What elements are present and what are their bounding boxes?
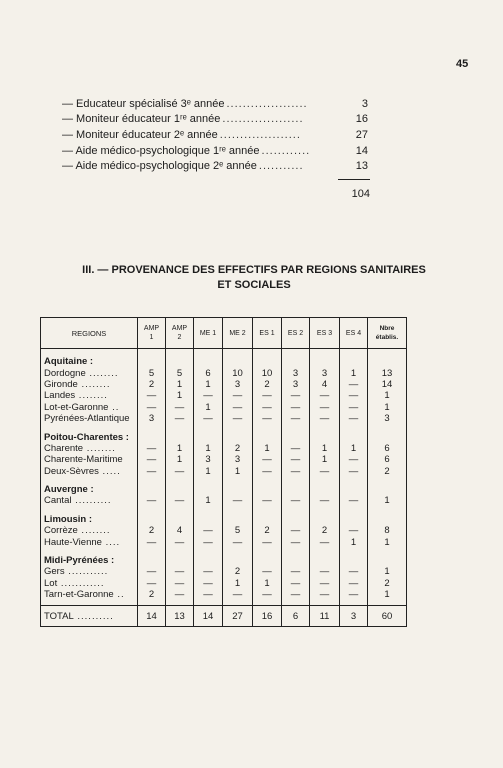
- value-cell: —: [310, 536, 340, 547]
- heading-line-2: ET SOCIALES: [217, 279, 291, 291]
- value-cell: 10: [223, 367, 253, 378]
- empty-cell: [340, 512, 368, 525]
- column-header-es3: ES 3: [310, 318, 340, 349]
- value-cell: —: [166, 589, 194, 600]
- value-cell: 8: [368, 525, 407, 536]
- value-cell: 2: [368, 578, 407, 589]
- region-cell: [41, 367, 138, 378]
- region-group-name: Midi-Pyrénées :: [41, 553, 138, 566]
- value-cell: —: [282, 454, 310, 465]
- empty-cell: [368, 429, 407, 442]
- value-cell: 4: [310, 379, 340, 390]
- region-name: Tarn-et-Garonne: [44, 589, 114, 601]
- value-cell: —: [194, 578, 223, 589]
- region-name: Deux-Sèvres: [44, 465, 99, 477]
- empty-cell: [194, 482, 223, 495]
- table-row: [41, 566, 407, 577]
- leader-dots: ....................: [222, 113, 304, 126]
- count-value: 14: [355, 144, 368, 157]
- count-label: — Aide médico-psychologique 1ʳᵉ année: [62, 144, 260, 157]
- empty-cell: [340, 354, 368, 367]
- page-number: 45: [456, 58, 469, 70]
- header-text: AMP: [143, 325, 160, 332]
- value-cell: 1: [194, 495, 223, 506]
- value-cell: 1: [223, 578, 253, 589]
- value-cell: —: [138, 495, 166, 506]
- region-name: Gers: [44, 566, 65, 578]
- value-cell: 1: [368, 566, 407, 577]
- empty-cell: [368, 482, 407, 495]
- value-cell: 13: [368, 367, 407, 378]
- empty-cell: [310, 553, 340, 566]
- value-cell: —: [166, 413, 194, 424]
- value-cell: —: [310, 413, 340, 424]
- total-row: [41, 606, 407, 627]
- value-cell: 1: [310, 443, 340, 454]
- value-cell: —: [340, 578, 368, 589]
- count-row: [62, 143, 368, 159]
- value-cell: —: [138, 390, 166, 401]
- count-label: — Moniteur éducateur 1ʳᵉ année: [62, 113, 221, 126]
- value-cell: 1: [194, 379, 223, 390]
- value-cell: —: [166, 402, 194, 413]
- count-value: 27: [355, 128, 368, 141]
- empty-cell: [253, 512, 282, 525]
- sum-rule: [338, 179, 370, 180]
- header-text: 1: [149, 334, 154, 341]
- region-group-row: [41, 553, 407, 566]
- count-value: 13: [355, 160, 368, 173]
- region-group-row: [41, 354, 407, 367]
- leader-dots: ........: [85, 367, 119, 379]
- empty-cell: [138, 482, 166, 495]
- value-cell: —: [223, 413, 253, 424]
- leader-dots: ........: [75, 390, 108, 402]
- region-cell: [41, 525, 138, 536]
- region-name: Gironde: [44, 378, 78, 390]
- value-cell: 1: [166, 379, 194, 390]
- value-cell: 2: [253, 379, 282, 390]
- value-cell: —: [310, 566, 340, 577]
- region-group-name: Auvergne :: [41, 482, 138, 495]
- value-cell: —: [310, 589, 340, 600]
- value-cell: 1: [194, 466, 223, 477]
- value-cell: —: [282, 536, 310, 547]
- value-cell: —: [340, 402, 368, 413]
- region-name: Haute-Vienne: [44, 536, 102, 548]
- leader-dots: ............: [261, 144, 311, 157]
- empty-cell: [253, 429, 282, 442]
- value-cell: —: [138, 578, 166, 589]
- count-row: [62, 112, 368, 128]
- value-cell: 10: [253, 367, 282, 378]
- value-cell: —: [166, 466, 194, 477]
- value-cell: —: [340, 589, 368, 600]
- value-cell: 14: [368, 379, 407, 390]
- value-cell: —: [223, 402, 253, 413]
- student-count-list: [62, 96, 368, 174]
- table-row: [41, 454, 407, 465]
- empty-cell: [368, 553, 407, 566]
- section-heading: [24, 263, 484, 293]
- value-cell: —: [166, 536, 194, 547]
- column-header-amp2: [166, 318, 194, 349]
- leader-dots: ..........: [73, 610, 114, 622]
- value-cell: 3: [310, 367, 340, 378]
- table-row: [41, 379, 407, 390]
- region-cell: [41, 443, 138, 454]
- empty-cell: [310, 482, 340, 495]
- empty-cell: [368, 354, 407, 367]
- empty-cell: [194, 553, 223, 566]
- value-cell: 1: [340, 536, 368, 547]
- value-cell: 3: [223, 454, 253, 465]
- value-cell: 3: [368, 413, 407, 424]
- value-cell: —: [253, 390, 282, 401]
- value-cell: 3: [282, 367, 310, 378]
- empty-cell: [282, 482, 310, 495]
- leader-dots: ....................: [226, 97, 308, 110]
- value-cell: 3: [223, 379, 253, 390]
- count-value: 3: [361, 97, 368, 110]
- value-cell: 3: [194, 454, 223, 465]
- value-cell: 5: [138, 367, 166, 378]
- leader-dots: ........: [77, 378, 111, 390]
- region-cell: [41, 606, 138, 627]
- value-cell: 1: [368, 536, 407, 547]
- empty-cell: [223, 429, 253, 442]
- region-name: Charente-Maritime: [44, 454, 123, 466]
- region-name: Lot-et-Garonne: [44, 401, 109, 413]
- value-cell: —: [253, 536, 282, 547]
- value-cell: —: [340, 390, 368, 401]
- region-cell: [41, 413, 138, 424]
- value-cell: —: [253, 466, 282, 477]
- value-cell: 14: [138, 606, 166, 627]
- value-cell: 1: [166, 390, 194, 401]
- region-group-name: Poitou-Charentes :: [41, 429, 138, 442]
- value-cell: —: [310, 578, 340, 589]
- empty-cell: [166, 482, 194, 495]
- value-cell: 6: [282, 606, 310, 627]
- value-cell: —: [282, 589, 310, 600]
- leader-dots: ..: [113, 589, 125, 601]
- column-header-regions: REGIONS: [41, 318, 138, 349]
- value-cell: 3: [340, 606, 368, 627]
- region-name: Pyrénées-Atlantique: [44, 413, 130, 425]
- value-cell: 6: [194, 367, 223, 378]
- region-name: Cantal: [44, 495, 72, 507]
- empty-cell: [310, 429, 340, 442]
- empty-cell: [310, 354, 340, 367]
- empty-cell: [282, 429, 310, 442]
- value-cell: 1: [340, 367, 368, 378]
- count-value: 16: [355, 113, 368, 126]
- value-cell: 1: [166, 454, 194, 465]
- empty-cell: [310, 512, 340, 525]
- region-cell: [41, 566, 138, 577]
- count-label: — Aide médico-psychologique 2ᵉ année: [62, 160, 257, 173]
- value-cell: —: [138, 536, 166, 547]
- value-cell: —: [310, 390, 340, 401]
- region-cell: [41, 495, 138, 506]
- value-cell: —: [223, 495, 253, 506]
- value-cell: 1: [368, 390, 407, 401]
- value-cell: —: [282, 525, 310, 536]
- empty-cell: [138, 553, 166, 566]
- value-cell: 2: [138, 589, 166, 600]
- value-cell: —: [194, 413, 223, 424]
- value-cell: 2: [223, 443, 253, 454]
- header-text: Nbre: [379, 325, 395, 332]
- region-cell: [41, 466, 138, 477]
- leader-dots: ..: [108, 401, 120, 413]
- count-row: [62, 96, 368, 112]
- table-row: [41, 443, 407, 454]
- header-text: établis.: [375, 334, 399, 341]
- column-header-es4: ES 4: [340, 318, 368, 349]
- value-cell: —: [340, 466, 368, 477]
- value-cell: 1: [194, 402, 223, 413]
- value-cell: 3: [138, 413, 166, 424]
- empty-cell: [138, 512, 166, 525]
- value-cell: —: [282, 466, 310, 477]
- value-cell: —: [253, 454, 282, 465]
- value-cell: —: [310, 466, 340, 477]
- value-cell: —: [223, 390, 253, 401]
- empty-cell: [282, 354, 310, 367]
- count-row: [62, 158, 368, 174]
- value-cell: —: [282, 566, 310, 577]
- value-cell: 1: [194, 443, 223, 454]
- value-cell: 4: [166, 525, 194, 536]
- table-row: [41, 578, 407, 589]
- count-total: 104: [351, 188, 370, 200]
- value-cell: —: [253, 495, 282, 506]
- value-cell: 1: [310, 454, 340, 465]
- value-cell: 16: [253, 606, 282, 627]
- region-cell: [41, 390, 138, 401]
- region-name: Lot: [44, 577, 58, 589]
- value-cell: —: [223, 536, 253, 547]
- value-cell: 2: [138, 379, 166, 390]
- count-row: [62, 127, 368, 143]
- value-cell: —: [138, 566, 166, 577]
- region-cell: [41, 402, 138, 413]
- leader-dots: ....................: [219, 128, 301, 141]
- value-cell: 13: [166, 606, 194, 627]
- empty-cell: [223, 354, 253, 367]
- value-cell: —: [253, 413, 282, 424]
- empty-cell: [194, 512, 223, 525]
- empty-cell: [166, 553, 194, 566]
- value-cell: —: [282, 578, 310, 589]
- value-cell: —: [282, 390, 310, 401]
- column-header-me2: ME 2: [223, 318, 253, 349]
- region-name: Landes: [44, 390, 76, 402]
- empty-cell: [253, 482, 282, 495]
- leader-dots: ...........: [64, 566, 109, 578]
- value-cell: 2: [253, 525, 282, 536]
- value-cell: —: [138, 402, 166, 413]
- value-cell: 2: [310, 525, 340, 536]
- value-cell: 2: [138, 525, 166, 536]
- region-group-row: [41, 482, 407, 495]
- region-name: TOTAL: [44, 610, 74, 622]
- region-cell: [41, 379, 138, 390]
- value-cell: —: [253, 589, 282, 600]
- value-cell: —: [282, 495, 310, 506]
- value-cell: —: [253, 402, 282, 413]
- value-cell: 27: [223, 606, 253, 627]
- column-header-es1: ES 1: [253, 318, 282, 349]
- value-cell: —: [310, 495, 340, 506]
- table-row: [41, 367, 407, 378]
- table-body: [41, 349, 407, 627]
- region-cell: [41, 536, 138, 547]
- header-row: [41, 318, 407, 349]
- empty-cell: [223, 553, 253, 566]
- table-row: [41, 466, 407, 477]
- count-label: — Moniteur éducateur 2ᵉ année: [62, 128, 218, 141]
- region-group-row: [41, 512, 407, 525]
- value-cell: —: [340, 495, 368, 506]
- value-cell: —: [194, 589, 223, 600]
- empty-cell: [340, 553, 368, 566]
- leader-dots: ...........: [258, 160, 304, 173]
- value-cell: 5: [223, 525, 253, 536]
- region-cell: [41, 578, 138, 589]
- empty-cell: [253, 354, 282, 367]
- empty-cell: [282, 553, 310, 566]
- value-cell: 1: [253, 578, 282, 589]
- region-name: Corrèze: [44, 525, 78, 537]
- value-cell: 1: [368, 589, 407, 600]
- table-row: [41, 402, 407, 413]
- value-cell: —: [138, 443, 166, 454]
- empty-cell: [138, 429, 166, 442]
- value-cell: —: [340, 413, 368, 424]
- value-cell: —: [340, 566, 368, 577]
- empty-cell: [223, 482, 253, 495]
- value-cell: 1: [166, 443, 194, 454]
- value-cell: —: [340, 379, 368, 390]
- empty-cell: [253, 553, 282, 566]
- column-header-es2: ES 2: [282, 318, 310, 349]
- leader-dots: ....: [101, 536, 121, 548]
- table-row: [41, 525, 407, 536]
- empty-cell: [138, 354, 166, 367]
- empty-cell: [166, 512, 194, 525]
- value-cell: —: [194, 566, 223, 577]
- header-text: AMP: [171, 325, 188, 332]
- leader-dots: ............: [57, 577, 105, 589]
- regions-table: [40, 317, 407, 627]
- value-cell: —: [253, 566, 282, 577]
- leader-dots: ........: [77, 525, 111, 537]
- table-row: [41, 390, 407, 401]
- table-row: [41, 589, 407, 600]
- value-cell: 1: [368, 402, 407, 413]
- value-cell: —: [138, 466, 166, 477]
- table-row: [41, 495, 407, 506]
- region-group-row: [41, 429, 407, 442]
- leader-dots: ..........: [71, 495, 112, 507]
- value-cell: 1: [340, 443, 368, 454]
- value-cell: —: [282, 413, 310, 424]
- header-text: 2: [177, 334, 182, 341]
- column-header-amp1: [138, 318, 166, 349]
- column-header-me1: ME 1: [194, 318, 223, 349]
- empty-cell: [223, 512, 253, 525]
- empty-cell: [340, 429, 368, 442]
- value-cell: 5: [166, 367, 194, 378]
- leader-dots: ........: [83, 442, 116, 454]
- value-cell: 3: [282, 379, 310, 390]
- value-cell: 11: [310, 606, 340, 627]
- value-cell: —: [166, 566, 194, 577]
- value-cell: —: [340, 525, 368, 536]
- empty-cell: [166, 354, 194, 367]
- value-cell: 6: [368, 454, 407, 465]
- empty-cell: [340, 482, 368, 495]
- count-label: — Educateur spécialisé 3ᵉ année: [62, 97, 225, 110]
- value-cell: —: [340, 454, 368, 465]
- value-cell: —: [166, 578, 194, 589]
- value-cell: —: [138, 454, 166, 465]
- value-cell: —: [194, 536, 223, 547]
- region-name: Dordogne: [44, 367, 86, 379]
- leader-dots: .....: [98, 465, 121, 477]
- value-cell: —: [282, 443, 310, 454]
- value-cell: 60: [368, 606, 407, 627]
- column-header-nbre-etablis: [368, 318, 407, 349]
- value-cell: —: [194, 390, 223, 401]
- empty-cell: [368, 512, 407, 525]
- value-cell: 2: [223, 566, 253, 577]
- value-cell: 1: [368, 495, 407, 506]
- empty-cell: [282, 512, 310, 525]
- value-cell: —: [282, 402, 310, 413]
- region-cell: [41, 454, 138, 465]
- value-cell: 6: [368, 443, 407, 454]
- heading-line-1: III. — PROVENANCE DES EFFECTIFS PAR REGIONS SANITAIRES: [82, 264, 426, 276]
- value-cell: —: [194, 525, 223, 536]
- table-row: [41, 536, 407, 547]
- region-name: Charente: [44, 442, 84, 454]
- table-row: [41, 413, 407, 424]
- empty-cell: [194, 429, 223, 442]
- empty-cell: [166, 429, 194, 442]
- region-group-name: Limousin :: [41, 512, 138, 525]
- empty-cell: [194, 354, 223, 367]
- value-cell: —: [166, 495, 194, 506]
- value-cell: —: [310, 402, 340, 413]
- value-cell: 14: [194, 606, 223, 627]
- value-cell: 2: [368, 466, 407, 477]
- value-cell: 1: [223, 466, 253, 477]
- value-cell: —: [223, 589, 253, 600]
- region-group-name: Aquitaine :: [41, 354, 138, 367]
- value-cell: 1: [253, 443, 282, 454]
- region-cell: [41, 589, 138, 600]
